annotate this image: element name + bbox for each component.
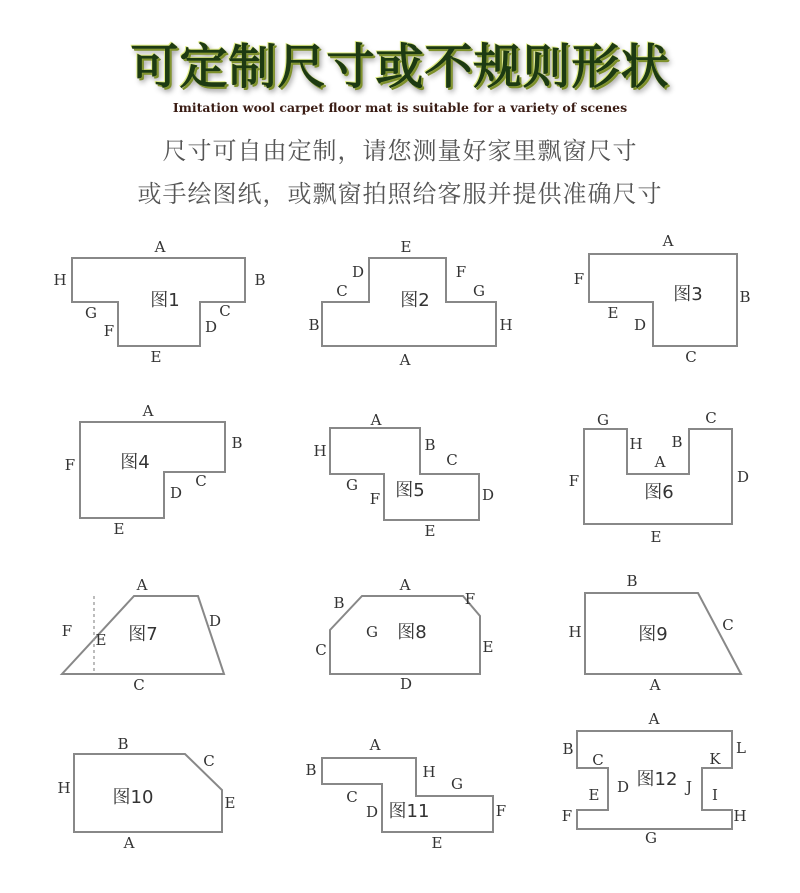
diagram-11 (305, 736, 506, 852)
diagram-9 (568, 572, 741, 694)
diagram-4-edge-label: A (142, 402, 154, 420)
diagram-2-edge-label: E (400, 238, 412, 256)
diagram-1-edge-label: G (85, 304, 97, 322)
diagram-6-edge-label: F (568, 472, 580, 490)
description-line-2: 或手绘图纸，或飘窗拍照给客服并提供准确尺寸 (137, 180, 663, 208)
diagram-12-edge-label: E (588, 786, 600, 804)
diagram-5-name: 图5 (395, 480, 425, 501)
diagram-3-outline (589, 254, 737, 346)
diagram-12-edge-label: K (709, 750, 721, 768)
diagram-6-edge-label: C (705, 409, 717, 427)
diagram-1-edge-label: F (103, 322, 115, 340)
diagram-11-edge-label: D (365, 803, 379, 821)
diagram-7 (62, 576, 224, 694)
diagram-8-edge-label: G (366, 623, 378, 641)
diagram-6-name: 图6 (644, 482, 674, 503)
diagram-11-edge-label: E (431, 834, 443, 852)
diagram-12-edge-label: F (561, 807, 573, 825)
diagram-2-edge-label: H (499, 316, 513, 334)
diagram-6-edge-label: A (654, 453, 666, 471)
diagram-7-name: 图7 (128, 624, 158, 645)
diagram-6-edge-label: G (597, 411, 609, 429)
diagram-8-edge-label: A (399, 576, 411, 594)
diagram-1-edge-label: D (204, 318, 218, 336)
diagram-8-edge-label: E (482, 638, 494, 656)
diagram-1-edge-label: A (154, 238, 166, 256)
diagram-7-edge-label: D (208, 612, 222, 630)
diagram-10-edge-label: E (224, 794, 236, 812)
diagram-12-edge-label: L (736, 739, 746, 757)
diagram-6-edge-label: B (671, 433, 683, 451)
diagram-5-edge-label: F (369, 490, 381, 508)
diagram-5-edge-label: C (446, 451, 458, 469)
diagram-5-edge-label: D (481, 486, 495, 504)
diagram-11-edge-label: A (369, 736, 381, 754)
diagram-11-edge-label: B (305, 761, 317, 779)
diagram-1-edge-label: E (150, 348, 162, 366)
diagram-1-edge-label: H (53, 271, 67, 289)
diagram-12-edge-label: A (648, 710, 660, 728)
diagram-3-edge-label: E (607, 304, 619, 322)
diagram-5-outline (330, 428, 479, 520)
diagram-7-edge-label: A (136, 576, 148, 594)
diagram-1-edge-label: C (219, 302, 231, 320)
diagram-2-edge-label: A (399, 351, 411, 369)
diagram-4-edge-label: E (113, 520, 125, 538)
diagram-4-edge-label: D (169, 484, 183, 502)
diagram-10-name: 图10 (112, 787, 154, 808)
diagram-3-edge-label: A (662, 232, 674, 250)
diagram-1-edge-label: B (254, 271, 266, 289)
diagram-2-edge-label: D (351, 263, 365, 281)
diagram-4-edge-label: B (231, 434, 243, 452)
diagram-12-edge-label: G (645, 829, 657, 847)
diagram-6-edge-label: E (650, 528, 662, 546)
diagram-12-name: 图12 (636, 769, 678, 790)
diagram-2-edge-label: G (473, 282, 485, 300)
diagram-11-edge-label: F (495, 802, 507, 820)
diagram-2-edge-label: F (455, 263, 467, 281)
diagram-1-name: 图1 (150, 290, 180, 311)
diagram-12-edge-label: H (733, 807, 747, 825)
diagram-12-edge-label: B (562, 740, 574, 758)
diagram-12-edge-label: I (712, 786, 718, 804)
diagram-11-edge-label: C (346, 788, 358, 806)
diagram-3-edge-label: F (573, 270, 585, 288)
diagram-12-edge-label: J (685, 778, 693, 796)
diagram-2-name: 图2 (400, 290, 430, 311)
diagram-3-name: 图3 (673, 284, 703, 305)
diagram-5-edge-label: G (346, 476, 358, 494)
diagram-4-edge-label: C (195, 472, 207, 490)
diagram-12-edge-label: C (592, 751, 604, 769)
diagram-6-edge-label: D (736, 468, 750, 486)
diagram-1 (53, 238, 265, 366)
diagram-6-edge-label: H (629, 435, 643, 453)
diagram-2 (308, 238, 512, 369)
diagram-7-edge-label: C (133, 676, 145, 694)
diagram-4-edge-label: F (64, 456, 76, 474)
diagram-11-edge-label: H (422, 763, 436, 781)
diagram-2-edge-label: C (336, 282, 348, 300)
diagram-3-edge-label: B (739, 288, 751, 306)
diagram-9-edge-label: B (626, 572, 638, 590)
diagram-4-name: 图4 (120, 452, 150, 473)
diagram-5-edge-label: E (424, 522, 436, 540)
diagram-8-edge-label: F (464, 590, 476, 608)
diagram-9-name: 图9 (638, 624, 668, 645)
diagram-7-edge-label: F (61, 622, 73, 640)
diagram-9-edge-label: H (568, 623, 582, 641)
description-line-1: 尺寸可自由定制，请您测量好家里飘窗尺寸 (162, 137, 638, 165)
diagram-7-edge-label: E (95, 631, 107, 649)
diagram-8-edge-label: B (333, 594, 345, 612)
diagram-2-edge-label: B (308, 316, 320, 334)
diagram-9-edge-label: C (722, 616, 734, 634)
diagram-3-edge-label: D (633, 316, 647, 334)
diagram-10-edge-label: B (117, 735, 129, 753)
diagram-10-edge-label: H (57, 779, 71, 797)
diagram-12 (562, 710, 747, 847)
english-subtitle: Imitation wool carpet floor mat is suitable for a variety of scenes (172, 100, 628, 115)
diagram-5-edge-label: H (313, 442, 327, 460)
diagram-11-name: 图11 (388, 801, 430, 822)
diagram-8 (315, 576, 493, 693)
diagram-10 (57, 735, 235, 852)
diagram-5-edge-label: B (424, 436, 436, 454)
diagram-8-edge-label: C (315, 641, 327, 659)
diagram-8-name: 图8 (397, 622, 427, 643)
diagram-11-edge-label: G (451, 775, 463, 793)
diagram-10-edge-label: A (123, 834, 135, 852)
page-title: 可定制尺寸或不规则形状 (130, 39, 670, 95)
diagram-3-edge-label: C (685, 348, 697, 366)
diagram-5-edge-label: A (370, 411, 382, 429)
diagram-4 (65, 402, 243, 538)
diagram-3 (574, 232, 751, 366)
diagram-6-outline (584, 429, 732, 524)
diagram-6 (569, 409, 749, 546)
diagram-5 (313, 411, 494, 540)
diagram-4-outline (80, 422, 225, 518)
diagram-10-edge-label: C (203, 752, 215, 770)
diagram-9-edge-label: A (649, 676, 661, 694)
diagram-12-edge-label: D (616, 778, 630, 796)
diagram-8-edge-label: D (399, 675, 413, 693)
